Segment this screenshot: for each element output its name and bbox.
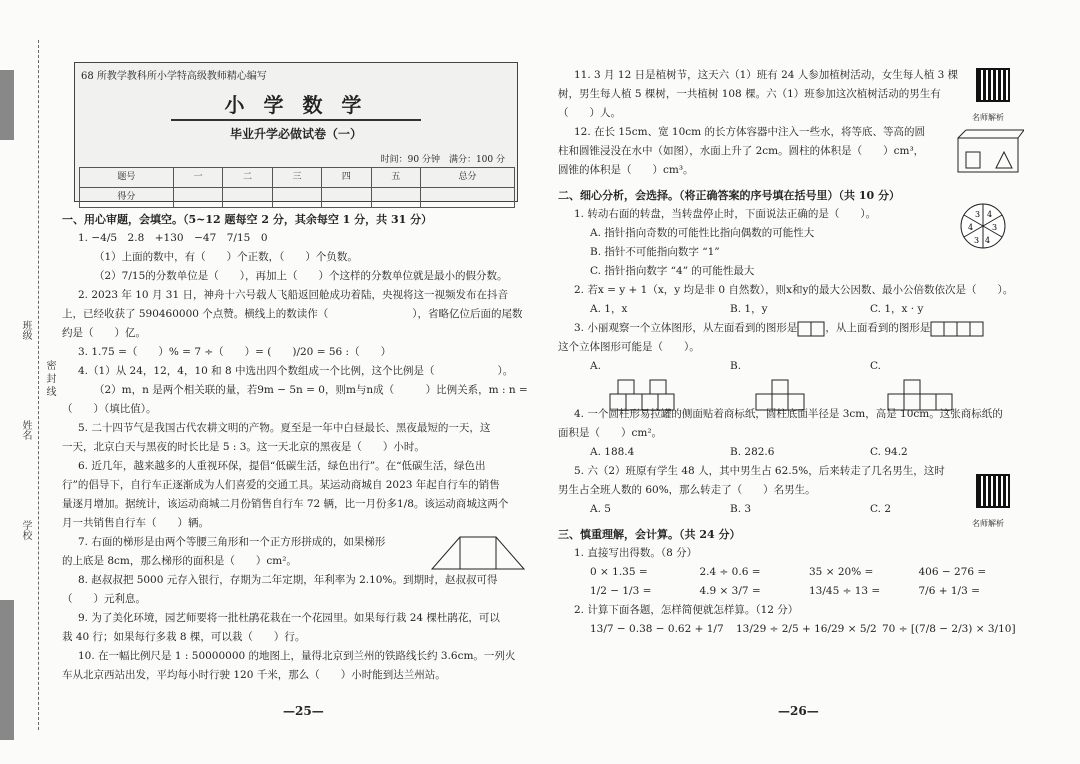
section-1-title: 一、用心审题，会填空。（5~12 题每空 2 分，其余每空 1 分，共 31 分） <box>62 213 433 226</box>
option: C. 1，x · y <box>870 303 924 315</box>
question-8-cont: （ ）元利息。 <box>62 593 146 605</box>
question-5-cont: 一天，北京白天与黑夜的时长比是 5 : 3。这一天北京的黑夜是（ ）小时。 <box>62 441 425 453</box>
calc-item: 70 ÷ [(7/8 − 2/3) × 3/10] <box>882 623 1016 635</box>
spinner-label: 4 <box>987 210 993 219</box>
calc-item: 7/6 + 1/3 = <box>918 585 980 597</box>
calc-1: 1. 直接写出得数。（8 分） <box>574 547 698 559</box>
exam-header <box>74 62 518 202</box>
question-4-cont: （ ）（填比值）。 <box>62 403 157 415</box>
question-7: 7. 右面的梯形是由两个等腰三角形和一个正方形拼成的，如果梯形 <box>78 536 386 548</box>
table-row: 题号 一 二 三 四 五 总分 <box>80 168 515 188</box>
question-6-cont: 行”的倡导下，自行车正逐渐成为人们喜爱的交通工具。某运动商城自 2023 年起自行车的销售 <box>62 479 500 491</box>
margin-gray-block <box>0 70 14 140</box>
score-table <box>79 167 515 208</box>
choice-1-option-a: A. 指针指向奇数的可能性比指向偶数的可能性大 <box>590 227 815 239</box>
option: B. 1，y <box>730 303 768 315</box>
question-2-cont: 约是（ ）亿。 <box>62 327 146 339</box>
question-5: 5. 二十四节气是我国古代农耕文明的产物。夏至是一年中白昼最长、黑夜最短的一天，这 <box>78 422 491 434</box>
choice-4: 4. 一个圆柱形易拉罐的侧面贴着商标纸，圆柱底面半径是 3cm，高是 10cm。这张商标纸的 <box>574 408 1003 420</box>
question-4: 4.（1）从 24，12，4，10 和 8 中选出四个数组成一个比例，这个比例是（ ）。 <box>78 365 514 377</box>
cube-options-figure <box>606 376 1006 416</box>
choice-5-options <box>558 500 1028 519</box>
calc-item: 4.9 × 3/7 = <box>699 585 761 597</box>
section-2-title: 二、细心分析，会选择。（将正确答案的序号填在括号里）（共 10 分） <box>558 189 900 202</box>
qr-caption: 名师解析 <box>972 519 1004 528</box>
question-11-cont: 树，男生每人植 5 棵树，一共植树 108 棵。六（1）班参加这次植树活动的男生有 <box>558 88 941 100</box>
time-score: 时间：90 分钟 满分：100 分 <box>380 155 505 165</box>
choice-4-cont: 面积是（ ）cm²。 <box>558 427 663 439</box>
qr-caption: 名师解析 <box>972 113 1004 122</box>
left-view-figure <box>797 321 825 337</box>
question-6-cont: 量逐月增加。据统计，该运动商城二月份销售自行车 72 辆，比一月份多1/8。该运动商城这两个 <box>62 498 509 510</box>
calc-item: 2.4 ÷ 0.6 = <box>699 566 761 578</box>
calc-item: 13/45 ÷ 13 = <box>809 585 881 597</box>
calc-item: 13/29 ÷ 2/5 + 16/29 × 5/2 <box>736 623 877 635</box>
exam-title: 小 学 数 学 <box>224 93 368 117</box>
name-label: 姓名 <box>20 420 31 440</box>
question-2: 2. 2023 年 10 月 31 日，神舟十六号载人飞船返回舱成功着陆，央视将这一视频发布在抖音 <box>78 289 508 301</box>
spinner-figure <box>958 201 1008 251</box>
option: B. 3 <box>730 503 752 515</box>
calc-item: 0 × 1.35 = <box>590 566 648 578</box>
choice-3-cont: 这个立体图形可能是（ ）。 <box>558 341 700 353</box>
calc-item: 406 − 276 = <box>918 566 987 578</box>
page-number-left: —25— <box>283 704 324 718</box>
question-1-part-2: （2）7/15的分数单位是（ ），再加上（ ）个这样的分数单位就是最小的假分数。 <box>94 270 508 282</box>
calc-2: 2. 计算下面各题，怎样简便就怎样算。（12 分） <box>574 604 799 616</box>
question-7-cont: 的上底是 8cm，那么梯形的面积是（ ）cm²。 <box>62 555 297 567</box>
option: C. 94.2 <box>870 446 908 458</box>
right-page <box>558 66 1028 639</box>
choice-4-options <box>558 443 1028 462</box>
page-number-right: —26— <box>778 704 819 718</box>
spinner-label: 3 <box>975 210 981 219</box>
exam-subtitle: 毕业升学必做试卷（一） <box>229 127 362 141</box>
title-rule <box>171 119 421 121</box>
calc-row-3 <box>558 620 1028 639</box>
spinner-label: 4 <box>985 236 991 245</box>
question-11-cont: （ ）人。 <box>558 107 621 119</box>
section-3-title: 三、慎重理解，会计算。（共 24 分） <box>558 528 741 541</box>
question-12-cont: 柱和圆锥浸没在水中（如图），水面上升了 2cm。圆柱的体积是（ ）cm³， <box>558 145 925 157</box>
question-12-cont: 圆锥的体积是（ ）cm³。 <box>558 164 694 176</box>
option: A. 188.4 <box>590 446 635 458</box>
question-10: 10. 在一幅比例尺是 1 : 50000000 的地图上，量得北京到兰州的铁路线长约 3.6cm。一列火 <box>78 650 516 662</box>
school-label: 学校 <box>20 520 31 540</box>
choice-1: 1. 转动右面的转盘，当转盘停止时，下面说法正确的是（ ）。 <box>574 208 877 220</box>
question-6-cont: 月一共销售自行车（ ）辆。 <box>62 517 209 529</box>
table-row: 得分 <box>80 188 515 208</box>
spinner-label: 4 <box>968 223 974 232</box>
option: B. 282.6 <box>730 446 775 458</box>
choice-2: 2. 若x = y + 1（x，y 均是非 0 自然数），则x和y的最大公因数、最小公倍数依次是（ ）。 <box>574 284 1014 296</box>
option: A. 1，x <box>590 303 628 315</box>
spinner-label: 3 <box>992 223 998 232</box>
choice-2-options <box>558 300 1028 319</box>
choice-1-option-c: C. 指针指向数字 “4” 的可能性最大 <box>590 265 755 277</box>
question-3: 3. 1.75 =（ ）% = 7 ÷（ ）= ( )/20 = 56 :（ ） <box>78 346 392 358</box>
question-4-part-2: （2）m，n 是两个相关联的量，若9m − 5n = 0，则m与n成（ ）比例关系，m : n = <box>94 384 528 396</box>
question-8: 8. 赵叔叔把 5000 元存入银行，存期为二年定期，年利率为 2.10%。到期时，赵叔叔可得 <box>78 574 498 586</box>
calc-item: 1/2 − 1/3 = <box>590 585 652 597</box>
question-6: 6. 近几年，越来越多的人重视环保，提倡“低碳生活，绿色出行”。在“低碳生活，绿色出 <box>78 460 486 472</box>
option: C. <box>870 360 881 372</box>
question-11: 11. 3 月 12 日是植树节，这天六（1）班有 24 人参加植树活动，女生每人植 3 棵 <box>574 69 959 81</box>
trapezoid-figure <box>430 535 526 571</box>
choice-5-cont: 男生占全班人数的 60%，那么转走了（ ）名男生。 <box>558 484 816 496</box>
option: A. 5 <box>590 503 611 515</box>
calc-row-2 <box>558 582 1028 601</box>
question-12: 12. 在长 15cm、宽 10cm 的长方体容器中注入一些水，将等底、等高的圆 <box>574 126 925 138</box>
question-2-cont: 上，已经收获了 590460000 个点赞。横线上的数读作（ ），省略亿位后面的尾数 <box>62 308 523 320</box>
margin-gray-block <box>0 600 14 740</box>
choice-5: 5. 六（2）班原有学生 48 人，其中男生占 62.5%，后来转走了几名男生，这时 <box>574 465 945 477</box>
qr-code-icon[interactable] <box>976 474 1010 508</box>
question-10-cont: 车从北京西站出发，平均每小时行驶 120 千米，那么（ ）小时能到达兰州站。 <box>62 669 446 681</box>
seal-label: 密 封 线 <box>44 360 55 397</box>
class-label: 班级 <box>20 320 31 340</box>
spinner-label: 3 <box>974 236 980 245</box>
binding-margin <box>0 0 60 764</box>
option: C. 2 <box>870 503 892 515</box>
choice-3: 3. 小丽观察一个立体图形，从左面看到的图形是 ，从上面看到的图形是 <box>558 319 1028 338</box>
publisher-line: 68 所教学教科所小学特高级教师精心编写 <box>81 71 267 82</box>
top-view-figure <box>930 321 986 337</box>
left-page <box>62 62 530 685</box>
option: B. <box>730 360 742 372</box>
choice-1-option-b: B. 指针不可能指向数字 “1” <box>590 246 720 258</box>
option: A. <box>590 360 601 372</box>
seal-dash-line <box>38 40 39 730</box>
container-figure <box>956 128 1024 174</box>
question-9-cont: 栽 40 行；如果每行多栽 8 棵，可以栽（ ）行。 <box>62 631 306 643</box>
calc-row-1 <box>558 563 1028 582</box>
question-1: 1. −4/5 2.8 +130 −47 7/15 0 <box>78 232 268 244</box>
question-1-part-1: （1）上面的数中，有（ ）个正数，（ ）个负数。 <box>94 251 358 263</box>
calc-item: 13/7 − 0.38 − 0.62 + 1/7 <box>590 623 724 635</box>
question-9: 9. 为了美化环境，园艺师要将一批杜鹃花栽在一个花园里。如果每行栽 24 棵杜鹃花，可以 <box>78 612 500 624</box>
qr-code-icon[interactable] <box>976 68 1010 102</box>
calc-item: 35 × 20% = <box>809 566 874 578</box>
